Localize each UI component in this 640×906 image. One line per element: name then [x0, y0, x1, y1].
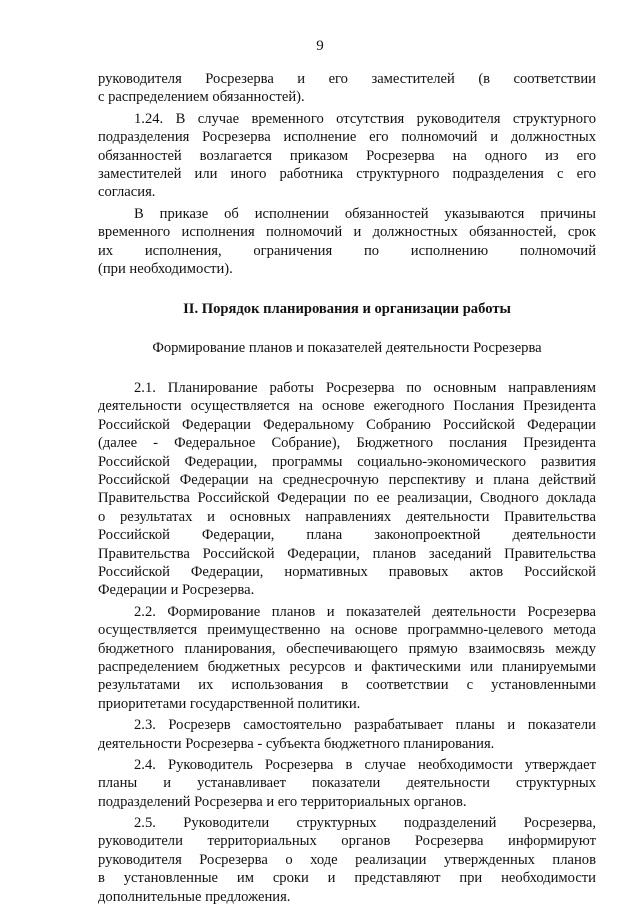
text-line: временного исполнения полномочий и должностных обязанностей, срок — [98, 224, 596, 241]
text-line: планы и устанавливает показатели деятельности структурных — [98, 775, 596, 792]
text-line: 1.24. В случае временного отсутствия руководителя структурного — [134, 110, 596, 127]
text-line: результатами их использования в соответствии с установленными — [98, 677, 596, 694]
document-body — [98, 70, 596, 906]
paragraph-2-4 — [98, 756, 596, 811]
text-line: 2.4. Руководитель Росрезерва в случае необходимости утверждает — [134, 756, 596, 773]
paragraph-1-24 — [98, 110, 596, 202]
text-line: подразделения Росрезерва исполнение его полномочий и должностных — [98, 129, 596, 146]
text-line: обязанностей возлагается приказом Росрезерва на одного из его — [98, 147, 596, 164]
paragraph-2-5 — [98, 814, 596, 906]
text-line: с распределением обязанностей). — [98, 89, 305, 106]
text-line: Российской Федерации, плана законопроектной деятельности — [98, 527, 596, 544]
page-number: 9 — [316, 38, 324, 54]
text-line: заместителей или иного работника структурного подразделения с его — [98, 165, 596, 182]
text-line: Федерации и Росрезерва. — [98, 582, 255, 599]
paragraph-2-1 — [98, 379, 596, 600]
text-line: Правительства Российской Федерации, планов заседаний Правительства — [98, 545, 596, 562]
paragraph-continuation — [98, 70, 596, 107]
text-line: о результатах и основных направлениях деятельности Правительства — [98, 508, 596, 525]
text-line: 2.1. Планирование работы Росрезерва по основным направлениям — [134, 380, 596, 397]
subsection-heading: Формирование планов и показателей деятельности Росрезерва — [152, 339, 542, 356]
paragraph-2-2 — [98, 603, 596, 713]
text-line: Российской Федерации, программы социально-экономического развития — [98, 453, 596, 470]
text-line: Российской Федерации Федеральному Собранию Российской Федерации — [98, 416, 596, 433]
text-line: Правительства Российской Федерации по ее реализации, Сводного доклада — [98, 490, 596, 507]
text-line: их исполнения, ограничения по исполнению полномочий — [98, 242, 596, 259]
text-line: (при необходимости). — [98, 260, 233, 277]
text-line: 2.3. Росрезерв самостоятельно разрабатывает планы и показатели — [134, 717, 596, 734]
text-line: деятельности осуществляется на основе ежегодного Послания Президента — [98, 398, 596, 415]
text-line: 2.5. Руководители структурных подразделений Росрезерва, — [134, 815, 596, 832]
text-line: бюджетного планирования, обеспечивающего прямую взаимосвязь между — [98, 640, 596, 657]
text-line: распределением бюджетных ресурсов и фактическими или планируемыми — [98, 658, 596, 675]
text-line: Российской Федерации на среднесрочную перспективу и плана действий — [98, 472, 596, 489]
paragraph-order-reasons — [98, 205, 596, 279]
text-line: в установленные им сроки и представляют при необходимости — [98, 870, 596, 887]
text-line: согласия. — [98, 184, 156, 201]
text-line: руководителя Росрезерва и его заместителей (в соответствии — [98, 71, 596, 87]
text-line: подразделений Росрезерва и его территориальных органов. — [98, 793, 467, 810]
text-line: 2.2. Формирование планов и показателей деятельности Росрезерва — [134, 603, 596, 620]
text-line: Российской Федерации, нормативных правовых актов Российской — [98, 563, 596, 580]
text-line: осуществляется преимущественно на основе программно-целевого метода — [98, 622, 596, 639]
text-line: В приказе об исполнении обязанностей указываются причины — [134, 205, 596, 222]
paragraph-2-3 — [98, 716, 596, 753]
text-line: приоритетами государственной политики. — [98, 695, 361, 712]
text-line: руководители территориальных органов Росрезерва информируют — [98, 833, 596, 850]
section-heading: II. Порядок планирования и организации работы — [183, 301, 511, 318]
text-line: (далее - Федеральное Собрание), Бюджетного послания Президента — [98, 435, 596, 452]
text-line: дополнительные предложения. — [98, 888, 291, 905]
text-line: деятельности Росрезерва - субъекта бюджетного планирования. — [98, 735, 495, 752]
text-line: руководителя Росрезерва о ходе реализации утвержденных планов — [98, 851, 596, 868]
